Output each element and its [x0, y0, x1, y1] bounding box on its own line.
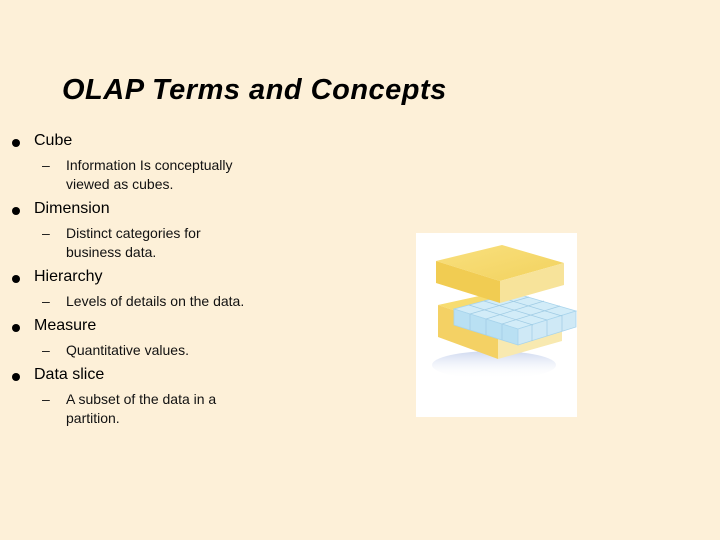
- bullet-label: Data slice: [34, 366, 105, 383]
- dash-marker: –: [42, 391, 50, 407]
- cube-layers-icon: [416, 233, 577, 417]
- bullet-dot: [12, 139, 20, 147]
- bullet-dot: [12, 275, 20, 283]
- bullet-dot: [12, 373, 20, 381]
- dash-marker: –: [42, 293, 50, 309]
- dash-marker: –: [42, 342, 50, 358]
- bullet-label: Hierarchy: [34, 268, 103, 285]
- dash-marker: –: [42, 157, 50, 173]
- bullet-label: Cube: [34, 132, 73, 149]
- slide-title: OLAP Terms and Concepts: [62, 74, 447, 106]
- bullet-dot: [12, 324, 20, 332]
- bullet-label: Measure: [34, 317, 97, 334]
- sub-bullet-text: Information Is conceptually viewed as cubes.: [66, 157, 233, 192]
- bullet-label: Dimension: [34, 200, 110, 217]
- bullet-dot: [12, 207, 20, 215]
- dash-marker: –: [42, 225, 50, 241]
- sub-bullet-text: Distinct categories for business data.: [66, 225, 201, 260]
- sub-bullet-text: A subset of the data in a partition.: [66, 391, 217, 426]
- layered-cube-illustration: [416, 233, 577, 417]
- sub-bullet-text: Levels of details on the data.: [66, 293, 245, 309]
- sub-bullet-text: Quantitative values.: [66, 342, 189, 358]
